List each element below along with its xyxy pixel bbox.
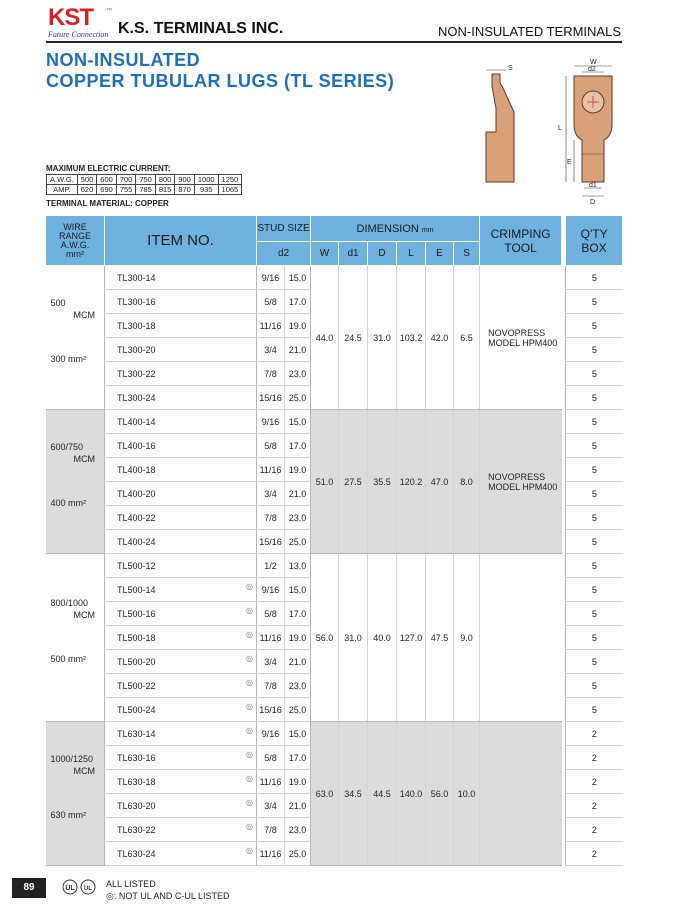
item-no: TL400-20	[117, 488, 156, 499]
qty-cell: 5	[566, 674, 623, 698]
qty-cell: 5	[566, 530, 623, 554]
col-dim-d: D	[368, 242, 397, 266]
not-listed-mark: ◎	[246, 654, 253, 663]
item-no-cell	[105, 842, 257, 866]
stud-mm: 15.0	[285, 410, 311, 434]
qty-cell: 5	[566, 362, 623, 386]
range-mm: 630 mm²	[50, 810, 87, 820]
item-no-cell	[105, 602, 257, 626]
dimension-cell: 44.0	[311, 266, 339, 410]
item-no-cell	[105, 818, 257, 842]
lug-side-view	[486, 74, 514, 182]
page-number: 89	[12, 878, 46, 898]
wire-range-line: mm²	[66, 248, 84, 259]
stud-inch: 7/8	[257, 674, 285, 698]
company-name: K.S. TERMINALS INC.	[118, 20, 284, 37]
item-no: TL500-14	[117, 584, 156, 595]
awg-row	[47, 175, 242, 185]
amp-value: 815	[155, 185, 175, 195]
item-no: TL300-16	[117, 296, 156, 307]
wire-range-cell	[46, 266, 105, 410]
item-no: TL630-22	[117, 824, 156, 835]
dimension-cell: 127.0	[397, 554, 426, 722]
item-no-cell	[105, 794, 257, 818]
range-mcm: MCM	[73, 610, 95, 620]
stud-mm: 23.0	[285, 506, 311, 530]
tool-model: MODEL HPM400	[488, 337, 558, 348]
item-no: TL500-24	[117, 704, 156, 715]
table-row	[46, 554, 623, 578]
dimension-unit: mm	[421, 226, 434, 234]
dimension-cell: 31.0	[368, 266, 397, 410]
range-mcm: MCM	[73, 766, 95, 776]
tool-brand: NOVOPRESS	[488, 327, 546, 338]
item-no: TL400-14	[117, 416, 156, 427]
amp-row	[47, 185, 242, 195]
item-no: TL500-20	[117, 656, 156, 667]
range-mm: 500 mm²	[50, 654, 87, 664]
logo-trademark: ™	[106, 8, 112, 14]
qty-line: Q'TY	[580, 226, 608, 241]
dimension-cell: 44.5	[368, 722, 397, 866]
stud-inch: 5/8	[257, 290, 285, 314]
range-awg: 500	[50, 298, 66, 308]
stud-inch: 11/16	[257, 314, 285, 338]
stud-mm: 21.0	[285, 650, 311, 674]
item-no-cell	[105, 650, 257, 674]
dimension-cell: 40.0	[368, 554, 397, 722]
col-dim-e: E	[426, 242, 454, 266]
amp-value: 870	[175, 185, 195, 195]
stud-mm: 19.0	[285, 770, 311, 794]
dimension-cell: 42.0	[426, 266, 454, 410]
stud-mm: 17.0	[285, 434, 311, 458]
logo-text: KST	[48, 4, 93, 31]
qty-line: BOX	[581, 240, 607, 255]
dim-label-d1: d1	[589, 182, 597, 189]
col-dimension	[311, 216, 480, 242]
stud-mm: 21.0	[285, 794, 311, 818]
crimping-line: CRIMPING	[490, 226, 551, 241]
wire-range-line: A.W.G.	[60, 239, 90, 250]
col-stud-d2: d2	[257, 242, 311, 266]
stud-inch: 3/4	[257, 338, 285, 362]
item-no-cell	[105, 698, 257, 722]
item-no: TL500-12	[117, 560, 156, 571]
item-no: TL300-22	[117, 368, 156, 379]
stud-mm: 19.0	[285, 314, 311, 338]
page-title	[46, 50, 394, 92]
qty-cell: 2	[566, 842, 623, 866]
dimension-cell: 34.5	[339, 722, 368, 866]
table-row	[46, 266, 623, 290]
range-mm: 400 mm²	[50, 498, 87, 508]
awg-label: A.W.G.	[47, 175, 78, 185]
qty-cell: 5	[566, 578, 623, 602]
item-no: TL400-22	[117, 512, 156, 523]
item-no: TL500-22	[117, 680, 156, 691]
certification-icons	[60, 877, 100, 897]
item-no: TL630-14	[117, 728, 156, 739]
dimension-cell: 51.0	[311, 410, 339, 554]
item-no: TL630-20	[117, 800, 156, 811]
not-listed-mark: ◎	[246, 582, 253, 591]
title-line-2: COPPER TUBULAR LUGS (TL SERIES)	[46, 71, 395, 91]
item-no-cell	[105, 386, 257, 410]
item-no-cell	[105, 314, 257, 338]
col-qty-box	[566, 216, 623, 266]
dimension-cell: 63.0	[311, 722, 339, 866]
dim-label-w: W	[590, 59, 597, 66]
dimension-cell: 47.0	[426, 410, 454, 554]
stud-mm: 23.0	[285, 362, 311, 386]
range-awg: 1000/1250	[50, 754, 94, 764]
qty-cell: 2	[566, 770, 623, 794]
amp-value: 620	[77, 185, 97, 195]
awg-value: 700	[116, 175, 136, 185]
terminal-material: TERMINAL MATERIAL: COPPER	[46, 199, 169, 208]
dimension-cell: 35.5	[368, 410, 397, 554]
wire-range-cell	[46, 410, 105, 554]
qty-cell: 2	[566, 746, 623, 770]
stud-mm: 13.0	[285, 554, 311, 578]
item-no-cell	[105, 746, 257, 770]
awg-value: 900	[175, 175, 195, 185]
stud-mm: 17.0	[285, 746, 311, 770]
header-row-1	[46, 216, 623, 242]
awg-value: 750	[136, 175, 156, 185]
qty-cell: 5	[566, 506, 623, 530]
svg-text:UL: UL	[84, 886, 92, 892]
qty-cell: 5	[566, 458, 623, 482]
item-no-cell	[105, 770, 257, 794]
col-dim-d1: d1	[339, 242, 368, 266]
item-no: TL500-16	[117, 608, 156, 619]
item-no: TL400-16	[117, 440, 156, 451]
stud-mm: 23.0	[285, 674, 311, 698]
qty-cell: 5	[566, 698, 623, 722]
crimping-tool-cell	[480, 554, 562, 722]
crimping-line: TOOL	[504, 240, 537, 255]
stud-mm: 15.0	[285, 578, 311, 602]
stud-inch: 15/16	[257, 386, 285, 410]
dimension-cell: 56.0	[426, 722, 454, 866]
awg-value: 1250	[218, 175, 242, 185]
spec-table-body	[46, 266, 623, 866]
kst-logo	[48, 6, 112, 40]
wire-range-cell	[46, 722, 105, 866]
stud-inch: 11/16	[257, 842, 285, 866]
dimension-cell: 31.0	[339, 554, 368, 722]
stud-inch: 15/16	[257, 698, 285, 722]
dim-label-e: E	[567, 159, 572, 166]
dimension-cell: 9.0	[454, 554, 480, 722]
tool-brand: NOVOPRESS	[488, 471, 546, 482]
col-dim-w: W	[311, 242, 339, 266]
qty-cell: 2	[566, 722, 623, 746]
stud-inch: 5/8	[257, 434, 285, 458]
range-mcm: MCM	[73, 310, 95, 320]
amp-label: AMP.	[47, 185, 78, 195]
stud-inch: 5/8	[257, 746, 285, 770]
max-current-block	[46, 164, 242, 195]
awg-value: 500	[77, 175, 97, 185]
range-mcm: MCM	[73, 454, 95, 464]
item-no-cell	[105, 458, 257, 482]
dimension-cell: 120.2	[397, 410, 426, 554]
item-no-cell	[105, 722, 257, 746]
stud-mm: 25.0	[285, 386, 311, 410]
crimping-tool-cell	[480, 722, 562, 866]
stud-mm: 15.0	[285, 266, 311, 290]
wire-range-cell	[46, 554, 105, 722]
not-listed-mark: ◎	[246, 774, 253, 783]
awg-value: 1000	[194, 175, 218, 185]
wire-range-line: WIRE	[63, 221, 87, 232]
qty-cell: 5	[566, 554, 623, 578]
item-no-cell	[105, 290, 257, 314]
qty-cell: 2	[566, 818, 623, 842]
amp-value: 935	[194, 185, 218, 195]
svg-text:UL: UL	[65, 885, 75, 892]
qty-cell: 5	[566, 410, 623, 434]
item-no-cell	[105, 554, 257, 578]
dimension-cell: 10.0	[454, 722, 480, 866]
item-no: TL500-18	[117, 632, 156, 643]
amp-value: 785	[136, 185, 156, 195]
item-no: TL300-14	[117, 272, 156, 283]
logo-tagline: Future Connection	[48, 30, 109, 39]
col-item-no: ITEM NO.	[105, 216, 257, 266]
item-no: TL300-18	[117, 320, 156, 331]
qty-cell: 5	[566, 602, 623, 626]
dimension-cell: 24.5	[339, 266, 368, 410]
not-listed-mark: ◎	[246, 678, 253, 687]
max-current-label: MAXIMUM ELECTRIC CURRENT:	[46, 164, 171, 173]
col-stud-size: STUD SIZE	[257, 216, 311, 242]
not-listed-note: ◎: NOT UL AND C-UL LISTED	[106, 891, 230, 901]
all-listed-note: ALL LISTED	[106, 879, 156, 889]
title-line-1: NON-INSULATED	[46, 50, 201, 70]
stud-inch: 11/16	[257, 458, 285, 482]
col-wire-range	[46, 216, 105, 266]
crimping-tool-cell	[480, 410, 562, 554]
amp-value: 690	[97, 185, 117, 195]
item-no: TL400-24	[117, 536, 156, 547]
stud-inch: 11/16	[257, 770, 285, 794]
col-dim-l: L	[397, 242, 426, 266]
header-divider	[46, 41, 622, 43]
stud-inch: 3/4	[257, 650, 285, 674]
item-no: TL400-18	[117, 464, 156, 475]
not-listed-mark: ◎	[246, 750, 253, 759]
stud-mm: 25.0	[285, 698, 311, 722]
qty-cell: 5	[566, 290, 623, 314]
not-listed-mark: ◎	[246, 798, 253, 807]
col-dim-s: S	[454, 242, 480, 266]
item-no: TL630-18	[117, 776, 156, 787]
stud-inch: 9/16	[257, 578, 285, 602]
dim-label-l: L	[558, 125, 562, 132]
wire-range-line: RANGE	[58, 230, 91, 241]
qty-cell: 5	[566, 266, 623, 290]
stud-mm: 19.0	[285, 458, 311, 482]
dimension-cell: 27.5	[339, 410, 368, 554]
stud-mm: 21.0	[285, 338, 311, 362]
qty-cell: 5	[566, 338, 623, 362]
spec-table	[45, 215, 623, 866]
qty-cell: 5	[566, 386, 623, 410]
stud-mm: 15.0	[285, 722, 311, 746]
qty-cell: 5	[566, 626, 623, 650]
awg-value: 800	[155, 175, 175, 185]
item-no-cell	[105, 578, 257, 602]
not-listed-mark: ◎	[246, 702, 253, 711]
stud-inch: 7/8	[257, 506, 285, 530]
range-mm: 300 mm²	[50, 354, 87, 364]
stud-inch: 7/8	[257, 362, 285, 386]
dim-label-s: S	[508, 65, 513, 72]
dim-label-d: D	[590, 199, 596, 206]
item-no-cell	[105, 434, 257, 458]
stud-mm: 25.0	[285, 842, 311, 866]
qty-cell: 5	[566, 650, 623, 674]
not-listed-mark: ◎	[246, 726, 253, 735]
not-listed-mark: ◎	[246, 606, 253, 615]
stud-mm: 23.0	[285, 818, 311, 842]
item-no-cell	[105, 338, 257, 362]
dimension-cell: 103.2	[397, 266, 426, 410]
dimension-cell: 140.0	[397, 722, 426, 866]
stud-mm: 19.0	[285, 626, 311, 650]
awg-value: 600	[97, 175, 117, 185]
stud-mm: 17.0	[285, 290, 311, 314]
max-current-table	[46, 174, 242, 195]
col-crimping-tool	[480, 216, 562, 266]
item-no-cell	[105, 674, 257, 698]
stud-inch: 3/4	[257, 794, 285, 818]
stud-inch: 1/2	[257, 554, 285, 578]
stud-inch: 3/4	[257, 482, 285, 506]
item-no: TL630-24	[117, 848, 156, 859]
stud-mm: 17.0	[285, 602, 311, 626]
qty-cell: 2	[566, 794, 623, 818]
item-no-cell	[105, 482, 257, 506]
stud-inch: 7/8	[257, 818, 285, 842]
amp-value: 755	[116, 185, 136, 195]
not-listed-mark: ◎	[246, 846, 253, 855]
category-label: NON-INSULATED TERMINALS	[438, 24, 621, 39]
stud-inch: 5/8	[257, 602, 285, 626]
table-row	[46, 410, 623, 434]
item-no-cell	[105, 266, 257, 290]
item-no-cell	[105, 410, 257, 434]
item-no-cell	[105, 362, 257, 386]
tool-model: MODEL HPM400	[488, 481, 558, 492]
stud-inch: 9/16	[257, 722, 285, 746]
lug-diagram	[466, 56, 626, 206]
qty-cell: 5	[566, 482, 623, 506]
dimension-cell: 6.5	[454, 266, 480, 410]
amp-value: 1065	[218, 185, 242, 195]
not-listed-mark: ◎	[246, 630, 253, 639]
stud-inch: 9/16	[257, 410, 285, 434]
dimension-label: DIMENSION	[356, 222, 419, 235]
item-no-cell	[105, 530, 257, 554]
dimension-cell: 8.0	[454, 410, 480, 554]
dim-label-d2: d2	[588, 66, 596, 73]
range-awg: 800/1000	[50, 598, 89, 608]
item-no-cell	[105, 506, 257, 530]
qty-cell: 5	[566, 314, 623, 338]
stud-mm: 21.0	[285, 482, 311, 506]
stud-mm: 25.0	[285, 530, 311, 554]
qty-cell: 5	[566, 434, 623, 458]
item-no: TL630-16	[117, 752, 156, 763]
dimension-cell: 47.5	[426, 554, 454, 722]
item-no: TL300-20	[117, 344, 156, 355]
stud-inch: 11/16	[257, 626, 285, 650]
table-row	[46, 722, 623, 746]
dimension-cell: 56.0	[311, 554, 339, 722]
stud-inch: 15/16	[257, 530, 285, 554]
not-listed-mark: ◎	[246, 822, 253, 831]
range-awg: 600/750	[50, 442, 84, 452]
crimping-tool-cell	[480, 266, 562, 410]
item-no-cell	[105, 626, 257, 650]
stud-inch: 9/16	[257, 266, 285, 290]
item-no: TL300-24	[117, 392, 156, 403]
footer-legend	[106, 878, 230, 902]
